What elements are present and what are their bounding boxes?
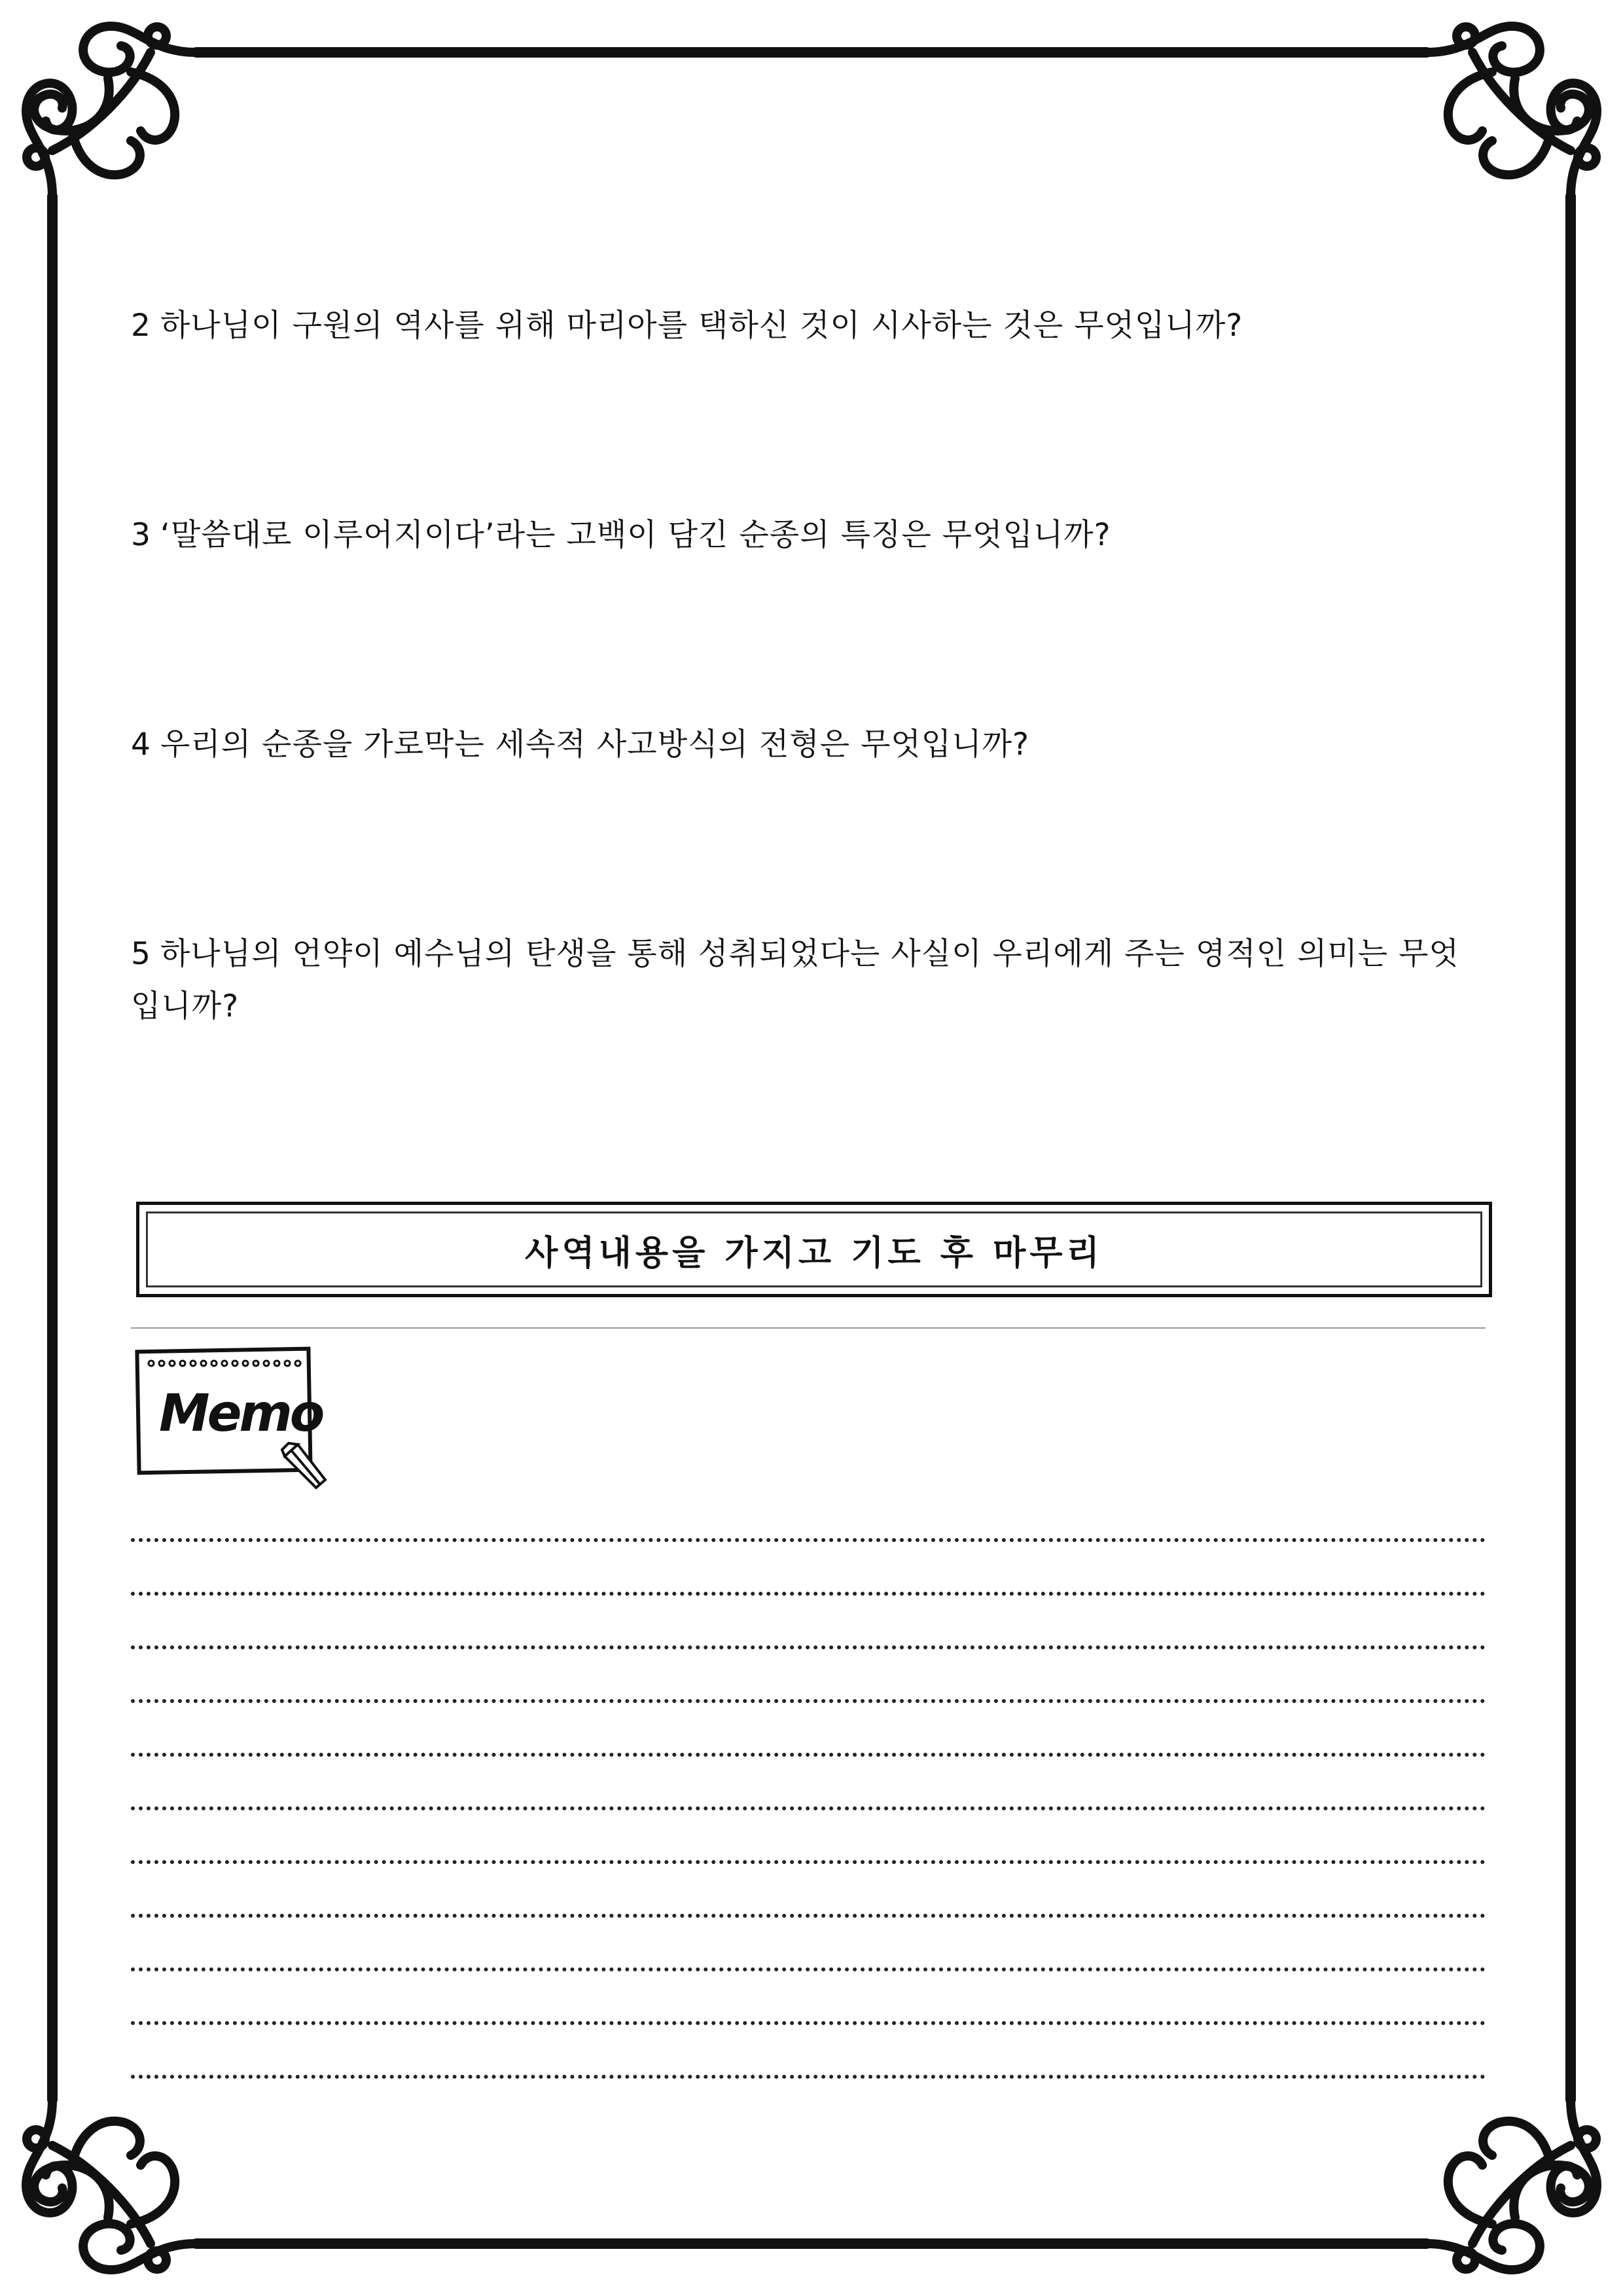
question-text: ‘말씀대로 이루어지이다’라는 고백이 담긴 순종의 특징은 무엇입니까? <box>160 517 1111 553</box>
question-5 <box>131 928 1479 1033</box>
banner-title: 사역내용을 가지고 기도 후 마무리 <box>525 1233 1103 1273</box>
corner-ornament-bottom-right <box>1427 2100 1597 2270</box>
question-text: 하나님의 언약이 예수님의 탄생을 통해 성취되었다는 사실이 우리에게 주는 영적인 의미는 무엇입니까? <box>131 936 1459 1024</box>
question-number: 2 <box>131 308 151 344</box>
memo-line <box>131 2021 1486 2025</box>
memo-line <box>131 1914 1486 1918</box>
question-number: 5 <box>131 936 151 972</box>
question-text: 하나님이 구원의 역사를 위해 마리아를 택하신 것이 시사하는 것은 무엇입니까? <box>160 308 1243 344</box>
memo-line <box>131 1538 1486 1542</box>
memo-label: Memo <box>159 1384 323 1443</box>
question-4 <box>131 719 1479 771</box>
question-3 <box>131 509 1479 562</box>
memo-line <box>131 1860 1486 1864</box>
question-number: 4 <box>131 726 151 762</box>
question-number: 3 <box>131 517 151 553</box>
divider <box>131 1327 1486 1329</box>
memo-line <box>131 1753 1486 1757</box>
memo-line <box>131 1645 1486 1649</box>
corner-ornament-bottom-left <box>26 2100 196 2270</box>
question-2 <box>131 300 1479 352</box>
question-text: 우리의 순종을 가로막는 세속적 사고방식의 전형은 무엇입니까? <box>160 726 1029 762</box>
memo-badge <box>134 1345 330 1496</box>
corner-ornament-top-left <box>26 26 196 196</box>
memo-line <box>131 1592 1486 1596</box>
memo-line <box>131 1967 1486 1971</box>
memo-line <box>131 2075 1486 2079</box>
closing-prayer-banner <box>136 1202 1492 1297</box>
corner-ornament-top-right <box>1427 26 1597 196</box>
memo-line <box>131 1806 1486 1810</box>
banner-inner-border <box>146 1211 1482 1287</box>
memo-line <box>131 1699 1486 1703</box>
